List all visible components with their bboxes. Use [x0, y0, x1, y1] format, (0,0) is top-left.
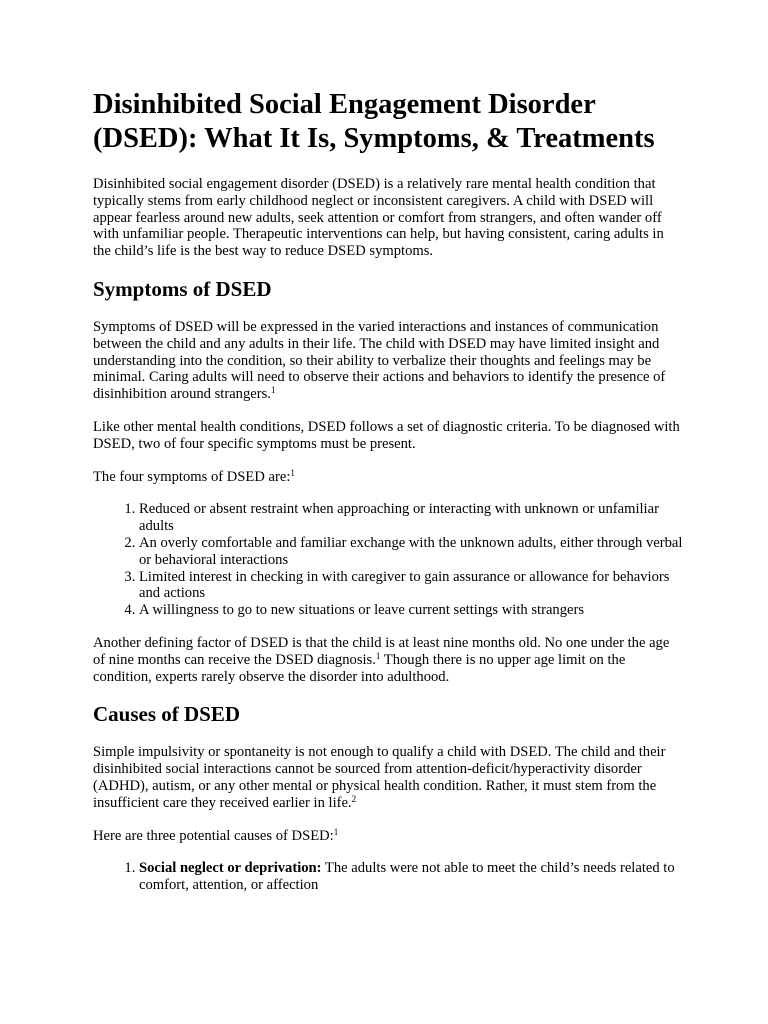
symptoms-paragraph-3	[93, 469, 683, 486]
document-page	[93, 88, 683, 910]
citation-ref: 1	[375, 650, 381, 661]
symptoms-paragraph-4	[93, 635, 683, 685]
symptoms-paragraph-2: Like other mental health conditions, DSED follows a set of diagnostic criteria. To be diagnosed with DSED, two of four specific symptoms must be present.	[93, 418, 680, 452]
citation-ref: 1	[333, 826, 339, 837]
citation-ref: 1	[290, 467, 295, 478]
citation-ref: 1	[270, 385, 276, 396]
list-item-term: Social neglect or deprivation:	[139, 860, 322, 877]
causes-paragraph-2	[93, 828, 683, 845]
causes-paragraph-1	[93, 744, 683, 811]
list-item	[139, 860, 683, 894]
list-item: 4. A willingness to go to new situations or leave current settings with strangers	[139, 602, 683, 619]
symptoms-heading: Symptoms of DSED	[93, 276, 272, 301]
citation-ref: 2	[351, 793, 357, 804]
symptoms-paragraph-3-text: The four symptoms of DSED are:	[93, 468, 291, 485]
intro-paragraph: Disinhibited social engagement disorder (DSED) is a relatively rare mental health condition that typically stems from early childhood neglect or inconsistent caregivers. A child with DSED will appear fearless around new adults, seek attention or comfort from strangers, and often wander off with unfamiliar people. Therapeutic interventions can help, but having consistent, caring adults in the child’s life is the best way to reduce DSED symptoms.	[93, 176, 664, 260]
list-item: 3. Limited interest in checking in with caregiver to gain assurance or allowance for behaviors and actions	[139, 569, 683, 603]
symptoms-list	[93, 501, 683, 619]
causes-heading: Causes of DSED	[93, 702, 241, 727]
symptoms-paragraph-1	[93, 319, 683, 403]
symptoms-paragraph-4-text-a: Another defining factor of DSED is that the child is at least nine months old. No one under the age of nine months can receive the DSED diagnosis.	[93, 634, 670, 668]
causes-paragraph-2-text: Here are three potential causes of DSED:	[93, 827, 334, 844]
causes-list	[93, 860, 683, 894]
causes-paragraph-1-text: Simple impulsivity or spontaneity is not enough to qualify a child with DSED. The child and their disinhibited social interactions cannot be sourced from attention-deficit/hyperactivity disorder (ADHD), autism, or any other mental or physical health condition. Rather, it must stem from the insufficient care they received earlier in life.	[93, 744, 666, 811]
list-item-text: The adults were not able to meet the child’s needs related to comfort, attention, or affection	[139, 860, 675, 894]
symptoms-paragraph-1-text: Symptoms of DSED will be expressed in the varied interactions and instances of communication between the child and any adults in their life. The child with DSED may have limited insight and understanding into the condition, so their ability to verbalize their thoughts and feelings may be minimal. Caring adults will need to observe their actions and behaviors to identify the presence of disinhibition around strangers.	[93, 318, 666, 403]
list-item: 2. An overly comfortable and familiar exchange with the unknown adults, either through verbal or behavioral interactions	[139, 535, 683, 569]
page-title: Disinhibited Social Engagement Disorder (DSED): What It Is, Symptoms, & Treatments	[93, 89, 655, 154]
list-item: 1. Reduced or absent restraint when approaching or interacting with unknown or unfamiliar adults	[139, 501, 683, 535]
symptoms-paragraph-4-text-b: Though there is no upper age limit on the condition, experts rarely observe the disorder into adulthood.	[93, 651, 626, 685]
